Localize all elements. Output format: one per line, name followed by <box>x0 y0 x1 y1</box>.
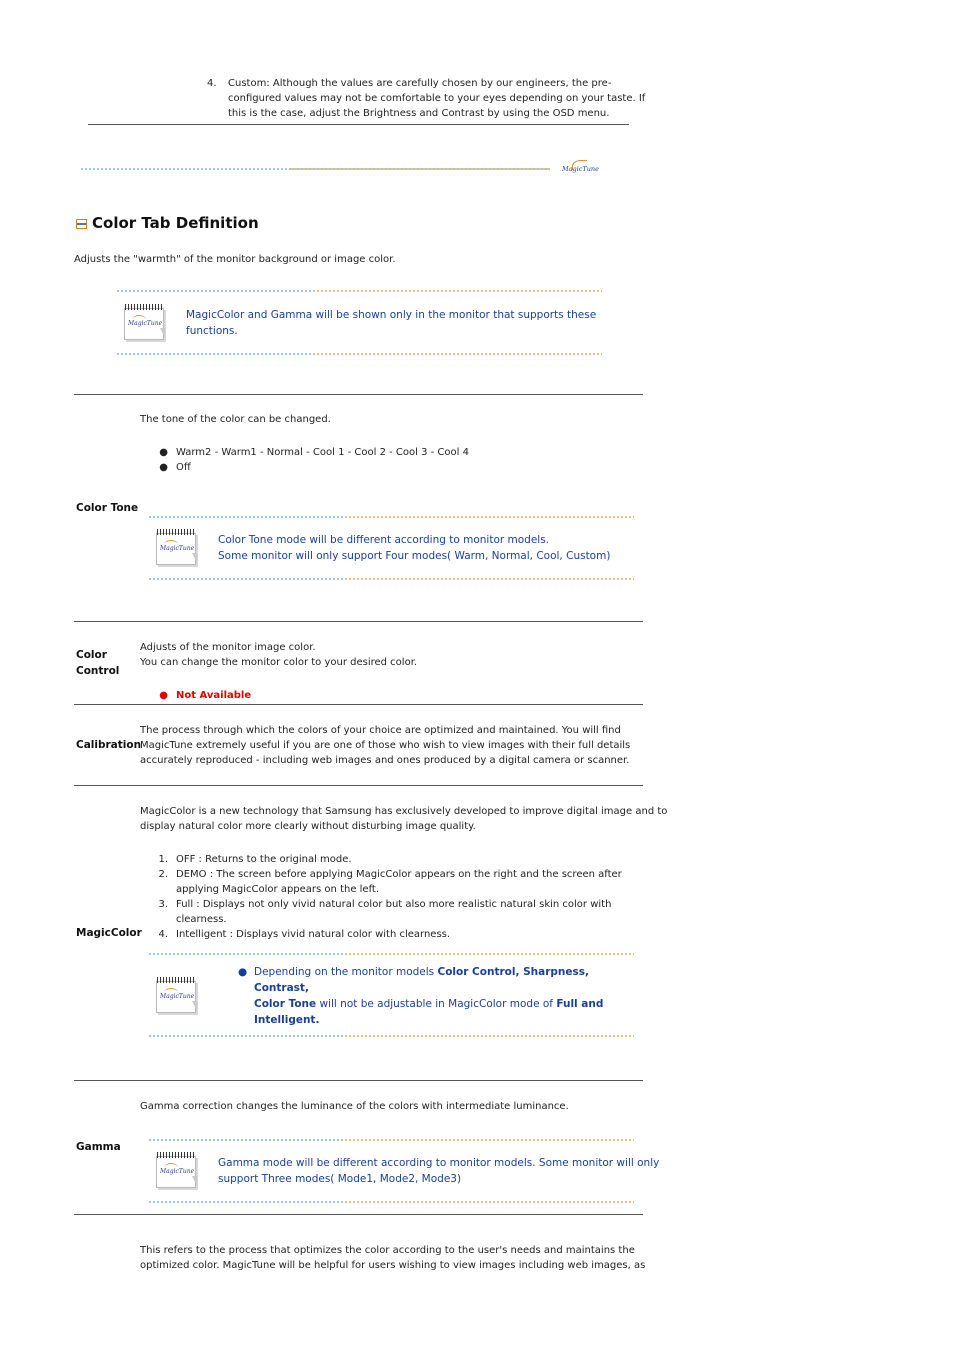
memo-note-icon: MagicTune <box>154 527 200 567</box>
dotted-separator <box>116 353 602 355</box>
list-item: ● Warm2 - Warm1 - Normal - Cool 1 - Cool 2 - Cool 3 - Cool 4 <box>159 447 469 458</box>
list-item: applying MagicColor appears on the left. <box>176 884 380 895</box>
section-title: Color Tab Definition <box>92 214 259 232</box>
gamma-description: Gamma correction changes the luminance of the colors with intermediate luminance. <box>140 1101 569 1112</box>
list-item: 2. DEMO : The screen before applying MagicColor appears on the right and the screen after <box>158 869 622 880</box>
table-divider <box>74 704 643 705</box>
note-text: Gamma mode will be different according to monitor models. Some monitor will only support Three modes( Mode1, Mode2, Mode3) <box>218 1157 660 1185</box>
memo-note-icon: MagicTune <box>154 975 200 1015</box>
list-item: 4. Intelligent : Displays vivid natural color with clearness. <box>158 929 451 940</box>
row-label-calibration: Calibration <box>76 739 142 751</box>
list-item: ● Off <box>159 462 191 473</box>
dotted-separator <box>80 168 550 170</box>
list-item: 3. Full : Displays not only vivid natural color but also more realistic natural skin color with clearness. <box>158 899 612 925</box>
dotted-separator <box>148 1035 634 1037</box>
list-item: 1. OFF : Returns to the original mode. <box>158 854 352 865</box>
dotted-separator <box>148 578 634 580</box>
table-divider <box>74 621 643 622</box>
dotted-separator <box>148 516 634 518</box>
row-label-color-tone: Color Tone <box>76 502 139 514</box>
color-control-description: Adjusts of the monitor image color. You can change the monitor color to your desired color. <box>140 642 418 668</box>
section-intro: Adjusts the "warmth" of the monitor background or image color. <box>74 254 396 265</box>
color-tone-options <box>140 445 640 475</box>
top-item-text <box>228 76 645 121</box>
magiccolor-description: MagicColor is a new technology that Samsung has exclusively developed to improve digital image and to display natural color more clearly without disturbing image quality. <box>140 806 668 832</box>
table-divider <box>74 785 643 786</box>
dotted-separator <box>148 1139 634 1141</box>
note-text: Color Tone mode will be different according to monitor models. Some monitor will only support Four modes( Warm, Normal, Cool, Custom) <box>218 534 611 562</box>
dotted-separator <box>116 290 602 292</box>
dotted-separator <box>148 953 634 955</box>
dotted-separator <box>148 1201 634 1203</box>
color-tone-description: The tone of the color can be changed. <box>140 414 331 425</box>
row-label-gamma: Gamma <box>76 1141 121 1153</box>
table-divider <box>74 1080 643 1081</box>
table-divider <box>74 394 643 395</box>
top-item-number: 4. <box>207 78 217 89</box>
divider <box>88 124 629 125</box>
top-item-line: Custom: Although the values are carefully chosen by our engineers, the pre- <box>228 78 612 89</box>
memo-note-icon: MagicTune <box>122 302 168 342</box>
memo-note-icon: MagicTune <box>154 1150 200 1190</box>
table-divider <box>74 1214 643 1215</box>
top-item-line: configured values may not be comfortable to your eyes depending on your taste. If <box>228 93 646 104</box>
row-label-magiccolor: MagicColor <box>76 927 142 939</box>
magictune-logo-icon: MagicTune <box>562 160 602 178</box>
row-label-color-control: Color Control <box>76 649 120 677</box>
magiccolor-modes <box>140 852 650 942</box>
calibration-description: The process through which the colors of your choice are optimized and maintained. You will find MagicTune extremely useful if you are one of those who wish to view images with their full details accurately reproduced - including web images and ones produced by a digital camera or scanner. <box>140 725 631 766</box>
note-text: MagicColor and Gamma will be shown only in the monitor that supports these functions. <box>186 309 597 337</box>
magiccolor-note: ● Depending on the monitor models Color Control, Sharpness, Contrast, Color Tone will not be adjustable in MagicColor mode of Full and Intelligent. <box>238 966 604 1026</box>
status-badge: ● Not Available <box>159 690 252 701</box>
section-bullet-icon <box>76 219 87 229</box>
bottom-description: This refers to the process that optimizes the color according to the user's needs and maintains the optimized color. MagicTune will be helpful for users wishing to view images including web images, as <box>140 1245 646 1271</box>
top-item-line: this is the case, adjust the Brightness and Contrast by using the OSD menu. <box>228 108 610 119</box>
